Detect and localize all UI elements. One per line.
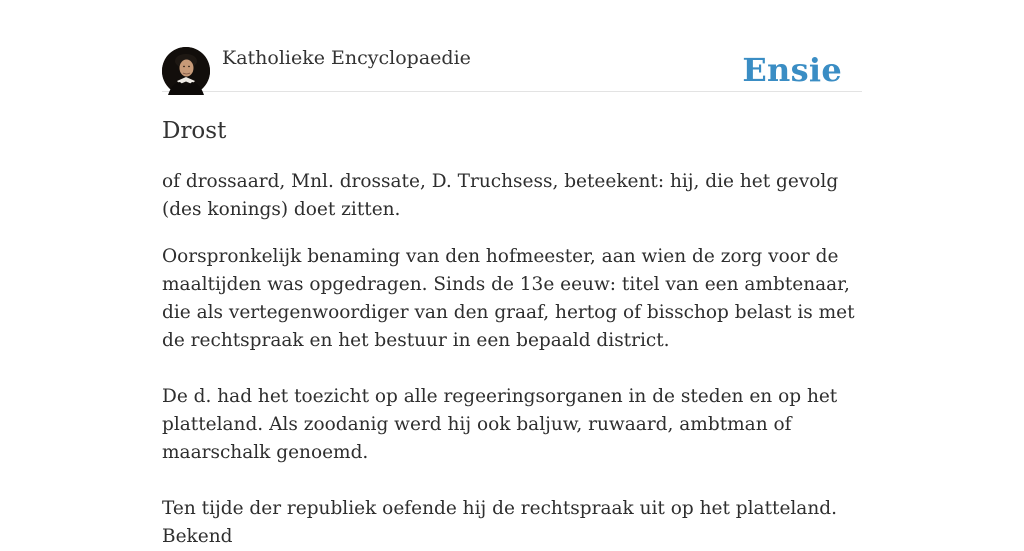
- brand-logo[interactable]: Ensie: [742, 51, 842, 89]
- article-title: Drost: [162, 118, 227, 144]
- page: [162, 0, 862, 547]
- article-paragraph: of drossaard, Mnl. drossate, D. Truchsess, beteekent: hij, die het gevolg (des konings) doet zitten.: [162, 171, 839, 220]
- portrait-icon: [162, 47, 210, 95]
- article-paragraph: Ten tijde der republiek oefende hij de rechtspraak uit op het platteland. Bekend: [162, 498, 837, 547]
- article-paragraph: Oorspronkelijk benaming van den hofmeester, aan wien de zorg voor de maaltijden was opgedragen. Sinds de 13e eeuw: titel van een ambtenaar, die als vertegenwoordiger van den graaf, hertog of bisschop belast is met de rechtspraak en het bestuur in een bepaald district.: [162, 246, 855, 351]
- site-name-link[interactable]: Katholieke Encyclopaedie: [222, 47, 471, 69]
- header: [162, 0, 862, 92]
- avatar[interactable]: [162, 47, 210, 95]
- article-paragraph: De d. had het toezicht op alle regeeringsorganen in de steden en op het platteland. Als zoodanig werd hij ook baljuw, ruwaard, ambtman of maarschalk genoemd.: [162, 386, 838, 463]
